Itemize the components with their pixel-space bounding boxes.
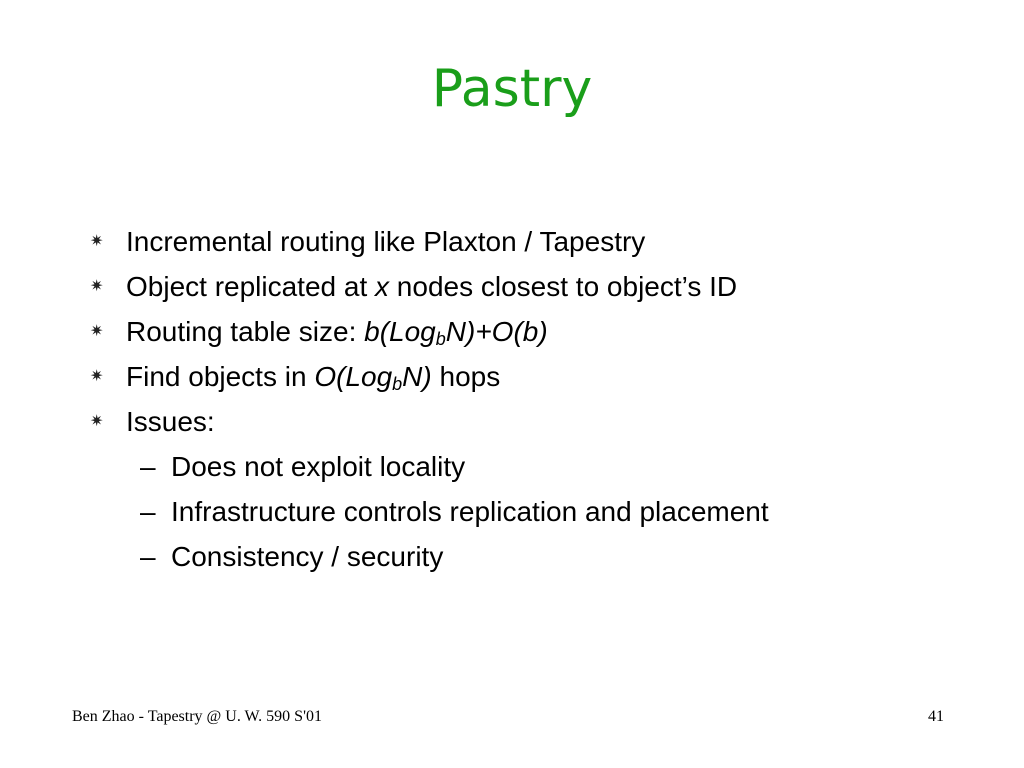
asterisk-bullet-icon: ✷	[90, 323, 104, 340]
slide-title: Pastry	[431, 59, 593, 119]
bullet-italic-variable: x	[375, 271, 390, 302]
formula-part: N)+O(b)	[445, 316, 548, 347]
bullet-list	[88, 224, 848, 584]
asterisk-bullet-icon: ✷	[90, 413, 104, 430]
bullet-text: Object replicated at	[126, 271, 376, 302]
sub-bullet-item	[88, 494, 848, 530]
bullet-text: Incremental routing like Plaxton / Tapestry	[126, 226, 646, 257]
bullet-item	[88, 224, 848, 260]
formula-part: b(Log	[364, 316, 436, 347]
asterisk-bullet-icon: ✷	[90, 368, 104, 385]
bullet-text: Issues:	[126, 406, 215, 437]
sub-bullet-item	[88, 539, 848, 575]
bullet-text: Infrastructure controls replication and placement	[171, 496, 769, 527]
bullet-text: Does not exploit locality	[171, 451, 466, 482]
bullet-item	[88, 269, 848, 305]
bullet-item	[88, 404, 848, 440]
bullet-text: Consistency / security	[171, 541, 444, 572]
bullet-text: Find objects in	[126, 361, 315, 392]
bullet-item	[88, 314, 848, 350]
formula-part: N)	[402, 361, 432, 392]
footer-text: Ben Zhao - Tapestry @ U. W. 590 S'01	[72, 708, 322, 725]
sub-bullet-item	[88, 449, 848, 485]
dash-bullet-icon: –	[140, 541, 156, 572]
formula-subscript: b	[435, 329, 446, 349]
bullet-formula	[364, 316, 548, 347]
bullet-text: hops	[431, 361, 501, 392]
bullet-item	[88, 359, 848, 395]
formula-part: O(Log	[314, 361, 393, 392]
dash-bullet-icon: –	[140, 451, 156, 482]
bullet-text: nodes closest to object’s ID	[389, 271, 738, 302]
page-number: 41	[928, 708, 944, 725]
dash-bullet-icon: –	[140, 496, 156, 527]
bullet-formula	[314, 361, 431, 392]
asterisk-bullet-icon: ✷	[90, 233, 104, 250]
bullet-text: Routing table size:	[126, 316, 365, 347]
asterisk-bullet-icon: ✷	[90, 278, 104, 295]
formula-subscript: b	[392, 374, 403, 394]
